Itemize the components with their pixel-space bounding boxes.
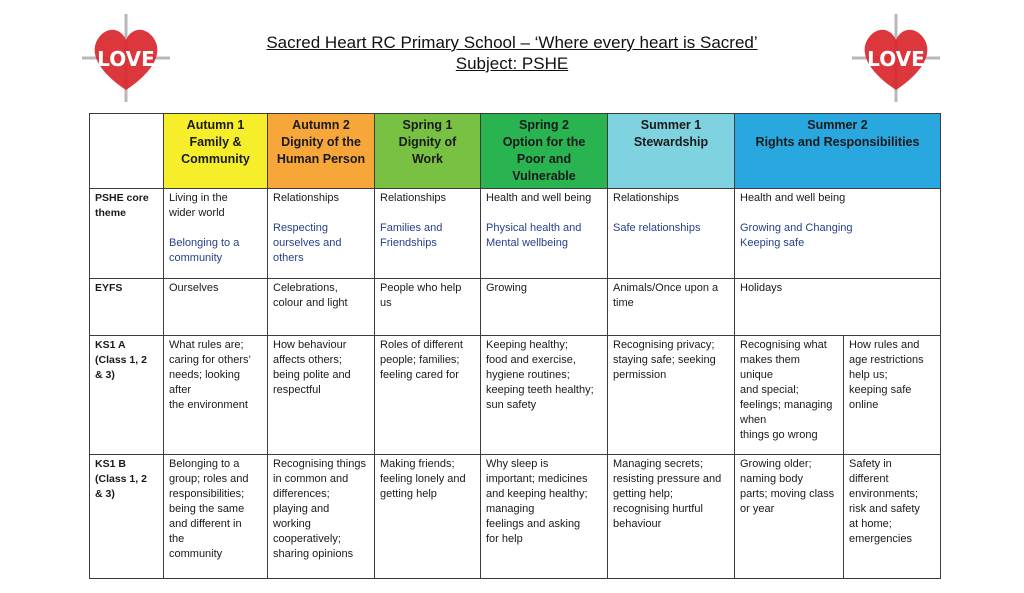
logo-lettering: LOVE bbox=[97, 47, 155, 71]
cell-line: Recognising what bbox=[740, 339, 827, 351]
term-header-autumn-2 bbox=[268, 114, 375, 189]
cell-line: colour and light bbox=[273, 297, 348, 309]
eyfs-summer-1 bbox=[608, 279, 735, 336]
core-spring-2 bbox=[481, 189, 608, 279]
cell-line: things go wrong bbox=[740, 429, 818, 441]
logo-lettering: LOVE bbox=[867, 47, 925, 71]
cell-line: KS1 A bbox=[95, 339, 126, 351]
cell-line: Autumn 1 bbox=[186, 118, 245, 132]
cell-line: Ourselves bbox=[169, 282, 219, 294]
ks1b-spring-2 bbox=[481, 455, 608, 579]
cell-line: Why sleep is bbox=[486, 458, 549, 470]
ks1b-summer-2a bbox=[735, 455, 844, 579]
cell-line: emergencies bbox=[849, 533, 912, 545]
row-label-pshe-core-theme bbox=[90, 189, 164, 279]
cell-line: People who help bbox=[380, 282, 462, 294]
ks1a-autumn-2 bbox=[268, 336, 375, 455]
cell-line: Families and bbox=[380, 222, 443, 234]
ks1a-row bbox=[90, 336, 941, 455]
ks1a-spring-1 bbox=[375, 336, 481, 455]
ks1b-summer-1 bbox=[608, 455, 735, 579]
cell-line: feeling cared for bbox=[380, 369, 459, 381]
cell-line: getting help bbox=[380, 488, 437, 500]
cell-line: age restrictions bbox=[849, 354, 924, 366]
cell-line: naming body bbox=[740, 473, 803, 485]
cell-line: Work bbox=[411, 152, 444, 166]
row-label-eyfs bbox=[90, 279, 164, 336]
cell-line: Vulnerable bbox=[512, 169, 576, 183]
cell-line: Safety in bbox=[849, 458, 892, 470]
cell-line: after bbox=[169, 384, 192, 396]
cell-line: feelings and asking bbox=[486, 518, 581, 530]
cell-line: Family & bbox=[189, 135, 242, 149]
cell-line: Growing and Changing bbox=[740, 222, 853, 234]
cell-line: Keeping safe bbox=[740, 237, 805, 249]
eyfs-autumn-2 bbox=[268, 279, 375, 336]
cell-line: Summer 2 bbox=[807, 118, 868, 132]
cell-line: at home; bbox=[849, 518, 892, 530]
cell-line: Dignity of the bbox=[281, 135, 361, 149]
cell-gap bbox=[273, 206, 369, 221]
cell-line: feelings; managing bbox=[740, 399, 833, 411]
ks1b-spring-1 bbox=[375, 455, 481, 579]
ks1b-summer-2b bbox=[844, 455, 941, 579]
cell-line: and different in bbox=[169, 518, 242, 530]
cell-line: Safe relationships bbox=[613, 222, 701, 234]
cell-line: Mental wellbeing bbox=[486, 237, 568, 249]
cell-line: for help bbox=[486, 533, 523, 545]
cell-line: differences; bbox=[273, 488, 330, 500]
cell-line: playing and bbox=[273, 503, 330, 515]
document-subtitle: Subject: PSHE bbox=[455, 54, 569, 73]
cell-line: Living in the bbox=[169, 192, 228, 204]
cell-line: Dignity of bbox=[398, 135, 457, 149]
cell-line: in common and bbox=[273, 473, 349, 485]
cell-gap bbox=[169, 221, 262, 236]
cell-line: wider world bbox=[169, 207, 225, 219]
cell-line: behaviour bbox=[613, 518, 662, 530]
cell-line: Making friends; bbox=[380, 458, 455, 470]
term-header-summer-2 bbox=[735, 114, 941, 189]
cell-line: Community bbox=[181, 152, 250, 166]
cell-line: Spring 2 bbox=[518, 118, 569, 132]
cell-line: Rights and Responsibilities bbox=[755, 135, 920, 149]
cell-line: & 3) bbox=[95, 488, 115, 500]
cell-line: important; medicines bbox=[486, 473, 588, 485]
cell-line: sharing opinions bbox=[273, 548, 354, 560]
cell-line: managing bbox=[486, 503, 535, 515]
ks1b-autumn-2 bbox=[268, 455, 375, 579]
cell-line: caring for others’ bbox=[169, 354, 251, 366]
cell-line: parts; moving class bbox=[740, 488, 835, 500]
cell-line: Relationships bbox=[380, 192, 447, 204]
cell-line: community bbox=[169, 252, 223, 264]
cell-line: Respecting bbox=[273, 222, 329, 234]
cell-line: Growing bbox=[486, 282, 527, 294]
cell-line: getting help; bbox=[613, 488, 673, 500]
cell-line: Relationships bbox=[273, 192, 340, 204]
cell-line: food and exercise, bbox=[486, 354, 576, 366]
cell-line: needs; looking bbox=[169, 369, 240, 381]
cell-line: responsibilities; bbox=[169, 488, 245, 500]
cell-line: Belonging to a bbox=[169, 458, 240, 470]
ks1a-summer-2b bbox=[844, 336, 941, 455]
cell-line: Recognising things bbox=[273, 458, 366, 470]
eyfs-spring-1 bbox=[375, 279, 481, 336]
cell-line: when bbox=[740, 414, 767, 426]
cell-line: community bbox=[169, 548, 223, 560]
cell-line: Celebrations, bbox=[273, 282, 338, 294]
cell-line: theme bbox=[95, 207, 126, 219]
eyfs-spring-2 bbox=[481, 279, 608, 336]
cell-gap bbox=[613, 206, 729, 221]
cell-line: Belonging to a bbox=[169, 237, 240, 249]
cell-gap bbox=[486, 206, 602, 221]
cell-line: respectful bbox=[273, 384, 321, 396]
cell-line: hygiene routines; bbox=[486, 369, 570, 381]
cell-line: group; roles and bbox=[169, 473, 249, 485]
pshe-curriculum-table bbox=[89, 113, 941, 579]
cell-line: What rules are; bbox=[169, 339, 244, 351]
ks1a-summer-1 bbox=[608, 336, 735, 455]
cell-line: affects others; bbox=[273, 354, 342, 366]
cell-line: Roles of different bbox=[380, 339, 463, 351]
cell-line: Managing secrets; bbox=[613, 458, 703, 470]
term-header-spring-2 bbox=[481, 114, 608, 189]
cell-line: us bbox=[380, 297, 392, 309]
cell-line: permission bbox=[613, 369, 667, 381]
cell-line: the bbox=[169, 533, 185, 545]
document-title: Sacred Heart RC Primary School – ‘Where every heart is Sacred’ bbox=[266, 33, 758, 52]
core-summer-2 bbox=[735, 189, 941, 279]
cell-line: Animals/Once upon a bbox=[613, 282, 719, 294]
core-summer-1 bbox=[608, 189, 735, 279]
term-header-summer-1 bbox=[608, 114, 735, 189]
ks1a-autumn-1 bbox=[164, 336, 268, 455]
cell-line: different bbox=[849, 473, 889, 485]
cell-line: online bbox=[849, 399, 879, 411]
cell-line: Friendships bbox=[380, 237, 437, 249]
cell-line: recognising hurtful bbox=[613, 503, 703, 515]
cell-line: Human Person bbox=[276, 152, 366, 166]
term-header-autumn-1 bbox=[164, 114, 268, 189]
cell-line: (Class 1, 2 bbox=[95, 473, 147, 485]
cell-line: (Class 1, 2 bbox=[95, 354, 147, 366]
term-header-row bbox=[90, 114, 941, 189]
cell-line: Stewardship bbox=[633, 135, 709, 149]
ks1a-spring-2 bbox=[481, 336, 608, 455]
cell-line: Relationships bbox=[613, 192, 680, 204]
cell-line: EYFS bbox=[95, 282, 123, 294]
eyfs-summer-2 bbox=[735, 279, 941, 336]
cell-line: risk and safety bbox=[849, 503, 920, 515]
cell-line: Growing older; bbox=[740, 458, 812, 470]
cell-line: the environment bbox=[169, 399, 248, 411]
cell-line: being the same bbox=[169, 503, 245, 515]
pshe-core-theme-row bbox=[90, 189, 941, 279]
cell-line: unique bbox=[740, 369, 774, 381]
cell-line: ourselves and bbox=[273, 237, 342, 249]
cell-line: and special; bbox=[740, 384, 799, 396]
cell-line: being polite and bbox=[273, 369, 351, 381]
cell-line: Recognising privacy; bbox=[613, 339, 715, 351]
cell-line: Summer 1 bbox=[640, 118, 702, 132]
document-header bbox=[0, 32, 1024, 74]
cell-line: help us; bbox=[849, 369, 888, 381]
cell-line: & 3) bbox=[95, 369, 115, 381]
cell-line: others bbox=[273, 252, 304, 264]
ks1b-row bbox=[90, 455, 941, 579]
core-autumn-2 bbox=[268, 189, 375, 279]
cell-gap bbox=[380, 206, 475, 221]
corner-cell bbox=[90, 114, 164, 189]
cell-line: staying safe; seeking bbox=[613, 354, 716, 366]
cell-line: or year bbox=[740, 503, 775, 515]
eyfs-autumn-1 bbox=[164, 279, 268, 336]
cell-line: cooperatively; bbox=[273, 533, 341, 545]
cell-line: keeping safe bbox=[849, 384, 912, 396]
cell-line: Autumn 2 bbox=[292, 118, 350, 132]
cell-line: Health and well being bbox=[740, 192, 846, 204]
ks1b-autumn-1 bbox=[164, 455, 268, 579]
cell-line: resisting pressure and bbox=[613, 473, 722, 485]
cell-line: Poor and bbox=[516, 152, 572, 166]
eyfs-row bbox=[90, 279, 941, 336]
cell-line: Option for the bbox=[502, 135, 586, 149]
cell-line: environments; bbox=[849, 488, 919, 500]
cell-line: Health and well being bbox=[486, 192, 592, 204]
ks1a-summer-2a bbox=[735, 336, 844, 455]
term-header-spring-1 bbox=[375, 114, 481, 189]
cell-line: KS1 B bbox=[95, 458, 126, 470]
cell-line: How rules and bbox=[849, 339, 920, 351]
cell-line: sun safety bbox=[486, 399, 537, 411]
cell-line: How behaviour bbox=[273, 339, 347, 351]
cell-line: makes them bbox=[740, 354, 800, 366]
cell-line: and keeping healthy; bbox=[486, 488, 588, 500]
row-label-ks1b bbox=[90, 455, 164, 579]
cell-line: Physical health and bbox=[486, 222, 582, 234]
cell-line: Spring 1 bbox=[402, 118, 453, 132]
cell-line: Keeping healthy; bbox=[486, 339, 568, 351]
row-label-ks1a bbox=[90, 336, 164, 455]
cell-line: keeping teeth healthy; bbox=[486, 384, 594, 396]
core-autumn-1 bbox=[164, 189, 268, 279]
cell-line: Holidays bbox=[740, 282, 783, 294]
cell-line: PSHE core bbox=[95, 192, 149, 204]
core-spring-1 bbox=[375, 189, 481, 279]
cell-gap bbox=[740, 206, 935, 221]
cell-line: people; families; bbox=[380, 354, 460, 366]
cell-line: working bbox=[273, 518, 311, 530]
cell-line: time bbox=[613, 297, 634, 309]
cell-line: feeling lonely and bbox=[380, 473, 466, 485]
